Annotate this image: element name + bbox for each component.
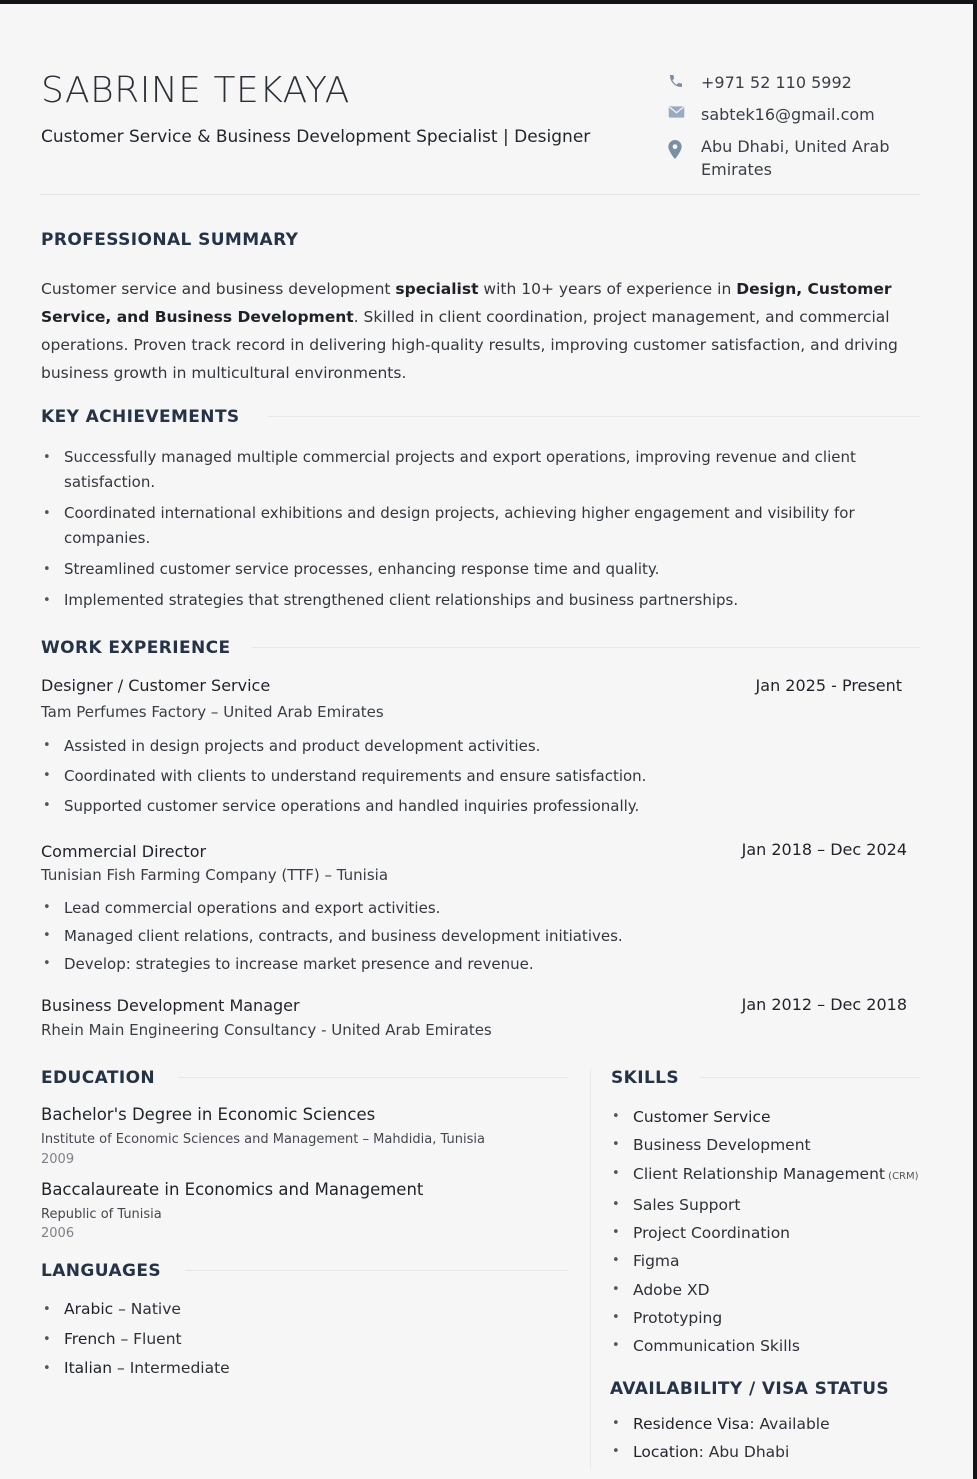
edu-school: Republic of Tunisia — [41, 1207, 162, 1222]
achievements-list — [41, 445, 911, 619]
candidate-headline: Customer Service & Business Development Specialist | Designer — [41, 127, 591, 147]
section-divider — [178, 1077, 568, 1078]
header-divider — [40, 194, 920, 195]
section-divider — [252, 647, 920, 648]
list-item: • Assisted in design projects and product development activities. — [41, 731, 901, 761]
job-company: Rhein Main Engineering Consultancy - United Arab Emirates — [41, 1021, 492, 1039]
mail-icon — [668, 105, 688, 123]
email-address: sabtek16@gmail.com — [701, 105, 875, 124]
achievements-heading: KEY ACHIEVEMENTS — [41, 407, 240, 427]
availability-list — [610, 1410, 950, 1467]
phone-number: +971 52 110 5992 — [701, 73, 852, 92]
job-dates: Jan 2018 – Dec 2024 — [741, 840, 907, 859]
languages-list — [41, 1295, 541, 1384]
job-company: Tam Perfumes Factory – United Arab Emirates — [41, 703, 384, 721]
edu-year: 2009 — [41, 1152, 75, 1167]
edu-degree: Bachelor's Degree in Economic Sciences — [41, 1105, 376, 1124]
list-item: • Business Development — [610, 1131, 950, 1159]
languages-heading: LANGUAGES — [41, 1261, 162, 1281]
edu-year: 2006 — [41, 1226, 75, 1241]
list-item: • Supported customer service operations and handled inquiries professionally. — [41, 791, 901, 821]
experience-heading: WORK EXPERIENCE — [41, 638, 231, 658]
section-divider — [700, 1077, 920, 1078]
list-item: • Figma — [610, 1247, 950, 1275]
section-divider — [185, 1270, 568, 1271]
list-item: • Prototyping — [610, 1304, 950, 1332]
job-bullets — [41, 731, 901, 821]
job-dates: Jan 2012 – Dec 2018 — [741, 995, 907, 1014]
list-item: • Managed client relations, contracts, and business development initiatives. — [41, 922, 901, 950]
phone-icon — [668, 73, 688, 91]
job-title: Business Development Manager — [41, 996, 300, 1015]
list-item: • Italian – Intermediate — [41, 1354, 541, 1384]
map-pin-icon — [668, 140, 688, 158]
job-title: Designer / Customer Service — [41, 676, 271, 695]
list-item: • Client Relationship Management (CRM) — [610, 1160, 950, 1191]
list-item: • Adobe XD — [610, 1276, 950, 1304]
contact-phone[interactable] — [668, 71, 908, 95]
list-item: • Coordinated international exhibitions and design projects, achieving higher engagement and visibility for companies. — [41, 501, 911, 551]
list-item: • Coordinated with clients to understand requirements and ensure satisfaction. — [41, 761, 901, 791]
skills-heading: SKILLS — [611, 1068, 680, 1088]
summary-text: Customer service and business development specialist with 10+ years of experience in Design, Customer Service, and Business Development. Skilled in client coordination, project management, and commercial operations. Proven track record in delivering high-quality results, improving customer satisfaction, and driving business growth in multicultural environments. — [41, 280, 898, 382]
list-item: • French – Fluent — [41, 1325, 541, 1355]
list-item: • Customer Service — [610, 1103, 950, 1131]
contact-email[interactable] — [668, 103, 908, 127]
skills-list — [610, 1103, 950, 1361]
list-item: • Streamlined customer service processes, enhancing response time and quality. — [41, 557, 911, 582]
column-divider — [590, 1069, 591, 1469]
contact-location — [668, 135, 908, 183]
list-item: • Residence Visa: Available — [610, 1410, 950, 1438]
candidate-name: SABRINE TEKAYA — [41, 70, 350, 111]
list-item: • Arabic – Native — [41, 1295, 541, 1325]
resume-page — [0, 4, 973, 1479]
list-item: • Develop: strategies to increase market presence and revenue. — [41, 950, 901, 978]
edu-degree: Baccalaureate in Economics and Management — [41, 1180, 424, 1199]
list-item: • Location: Abu Dhabi — [610, 1438, 950, 1466]
edu-school: Institute of Economic Sciences and Management – Mahdidia, Tunisia — [41, 1132, 485, 1147]
list-item: • Lead commercial operations and export activities. — [41, 894, 901, 922]
section-divider — [268, 416, 920, 417]
job-company: Tunisian Fish Farming Company (TTF) – Tunisia — [41, 866, 389, 884]
availability-heading: AVAILABILITY / VISA STATUS — [610, 1379, 890, 1399]
list-item: • Communication Skills — [610, 1332, 950, 1360]
summary-heading: PROFESSIONAL SUMMARY — [41, 230, 299, 250]
job-title: Commercial Director — [41, 842, 207, 861]
list-item: • Implemented strategies that strengthened client relationships and business partnerships. — [41, 588, 911, 613]
location-line-2: Emirates — [701, 160, 772, 179]
job-dates: Jan 2025 - Present — [755, 676, 902, 695]
education-heading: EDUCATION — [41, 1068, 156, 1088]
list-item: • Sales Support — [610, 1191, 950, 1219]
location-line-1: Abu Dhabi, United Arab — [701, 137, 890, 156]
list-item: • Project Coordination — [610, 1219, 950, 1247]
job-bullets — [41, 894, 901, 978]
list-item: • Successfully managed multiple commercial projects and export operations, improving revenue and client satisfaction. — [41, 445, 911, 495]
